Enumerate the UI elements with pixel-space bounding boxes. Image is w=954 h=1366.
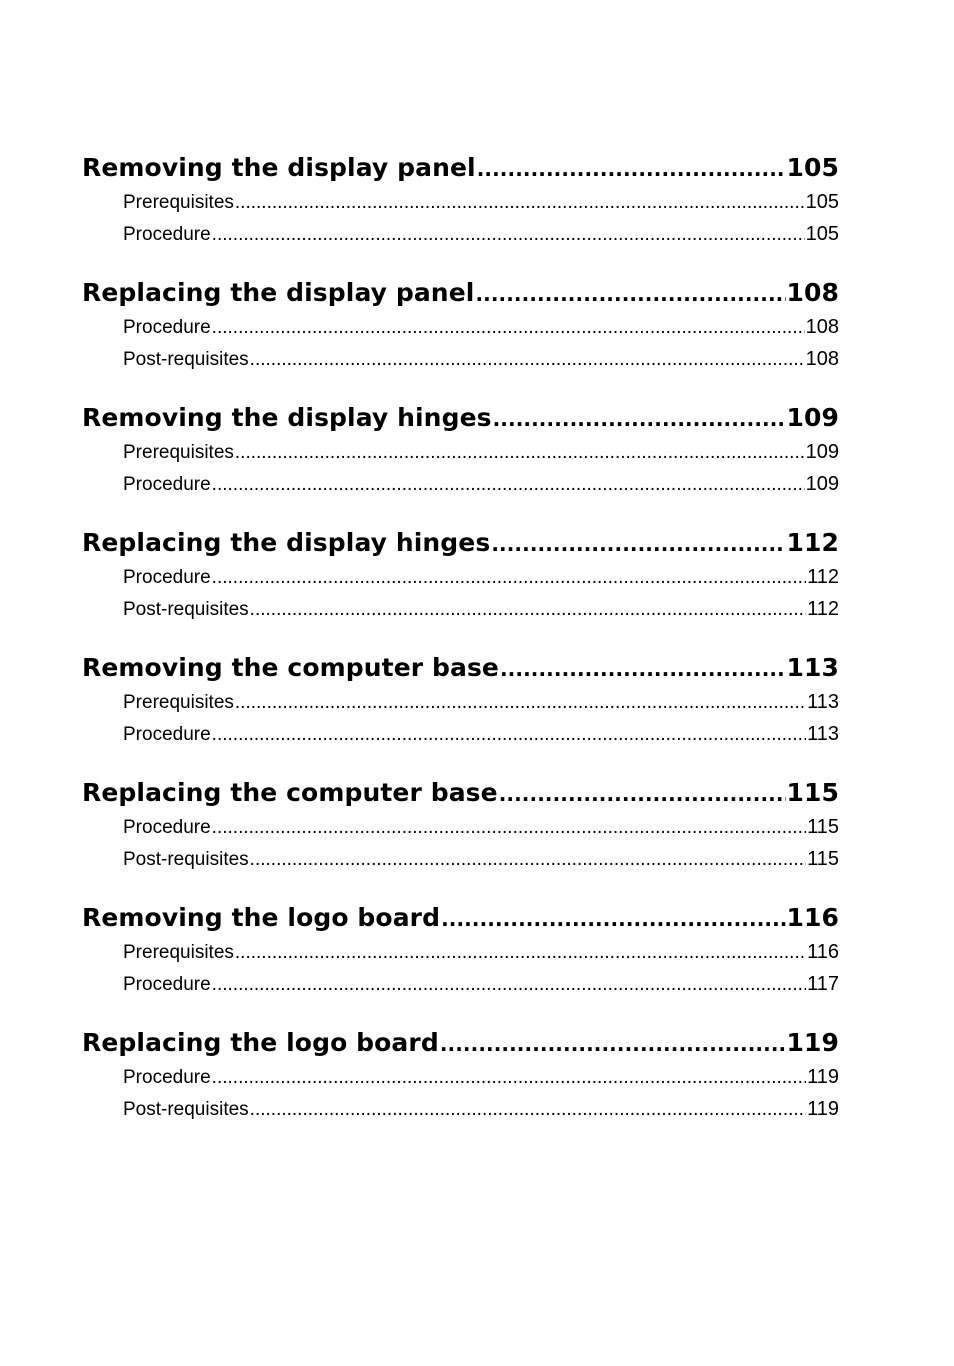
toc-section: [82, 525, 839, 625]
dot-leader: [212, 562, 806, 594]
dot-leader: [212, 1062, 806, 1094]
toc-heading-entry[interactable]: [82, 525, 839, 561]
dot-leader: [250, 344, 805, 376]
toc-subentry-label: Post-requisites: [123, 849, 249, 870]
toc-subentry[interactable]: [82, 1093, 839, 1125]
toc-subentry-page-number: 119: [807, 1066, 839, 1088]
toc-heading-page-number: 112: [786, 528, 839, 557]
toc-subentry-label: Procedure: [123, 567, 211, 588]
toc-subentry-label: Procedure: [123, 817, 211, 838]
dot-leader: [212, 219, 805, 251]
toc-subentry-page-number: 117: [807, 973, 839, 995]
dot-leader: [491, 526, 785, 562]
toc-subentry-page-number: 108: [805, 316, 839, 338]
toc-subentry-label: Prerequisites: [123, 692, 234, 713]
toc-heading-entry[interactable]: [82, 1025, 839, 1061]
toc-subentry[interactable]: [82, 686, 839, 718]
toc-subentry-label: Prerequisites: [123, 192, 234, 213]
toc-subentry[interactable]: [82, 1061, 839, 1093]
toc-subentry-page-number: 113: [807, 691, 839, 713]
toc-subentry[interactable]: [82, 218, 839, 250]
dot-leader: [250, 1094, 806, 1126]
toc-heading-entry[interactable]: [82, 775, 839, 811]
toc-subentry-page-number: 115: [807, 816, 839, 838]
dot-leader: [441, 901, 785, 937]
toc-subentry-page-number: 116: [807, 941, 839, 963]
toc-heading-title: Replacing the computer base: [82, 778, 498, 807]
toc-subentry[interactable]: [82, 843, 839, 875]
toc-subentry-label: Prerequisites: [123, 442, 234, 463]
toc-section: [82, 650, 839, 750]
toc-heading-entry[interactable]: [82, 900, 839, 936]
toc-subentry[interactable]: [82, 343, 839, 375]
toc-subentry-label: Post-requisites: [123, 599, 249, 620]
dot-leader: [440, 1026, 786, 1062]
dot-leader: [235, 687, 806, 719]
toc-subentry-label: Procedure: [123, 724, 211, 745]
toc-section: [82, 400, 839, 500]
toc-heading-title: Removing the display panel: [82, 153, 476, 182]
dot-leader: [212, 469, 805, 501]
dot-leader: [212, 719, 806, 751]
toc-subentry-page-number: 113: [807, 723, 839, 745]
toc-heading-title: Removing the logo board: [82, 903, 441, 932]
toc-subentry-label: Procedure: [123, 1067, 211, 1088]
dot-leader: [212, 812, 806, 844]
dot-leader: [250, 594, 806, 626]
dot-leader: [235, 187, 805, 219]
toc-heading-page-number: 105: [786, 153, 839, 182]
toc-subentry-page-number: 105: [805, 191, 839, 213]
toc-subentry[interactable]: [82, 811, 839, 843]
toc-heading-page-number: 115: [786, 778, 839, 807]
toc-heading-title: Replacing the display panel: [82, 278, 475, 307]
toc-subentry-page-number: 108: [805, 348, 839, 370]
toc-subentry[interactable]: [82, 561, 839, 593]
toc-section: [82, 775, 839, 875]
toc-subentry[interactable]: [82, 468, 839, 500]
table-of-contents: [82, 150, 839, 1150]
dot-leader: [500, 651, 786, 687]
toc-heading-entry[interactable]: [82, 150, 839, 186]
toc-heading-title: Replacing the logo board: [82, 1028, 439, 1057]
toc-heading-page-number: 113: [786, 653, 839, 682]
toc-subentry-label: Procedure: [123, 974, 211, 995]
toc-subentry-label: Procedure: [123, 224, 211, 245]
toc-subentry-label: Procedure: [123, 474, 211, 495]
dot-leader: [250, 844, 806, 876]
toc-subentry-page-number: 105: [805, 223, 839, 245]
dot-leader: [212, 312, 805, 344]
toc-subentry-label: Post-requisites: [123, 1099, 249, 1120]
dot-leader: [212, 969, 806, 1001]
toc-subentry[interactable]: [82, 186, 839, 218]
dot-leader: [475, 276, 785, 312]
toc-subentry-page-number: 112: [807, 566, 839, 588]
toc-section: [82, 1025, 839, 1125]
toc-subentry[interactable]: [82, 968, 839, 1000]
toc-heading-page-number: 109: [786, 403, 839, 432]
toc-heading-entry[interactable]: [82, 275, 839, 311]
toc-heading-page-number: 108: [786, 278, 839, 307]
toc-subentry[interactable]: [82, 311, 839, 343]
toc-subentry-page-number: 112: [807, 598, 839, 620]
toc-section: [82, 275, 839, 375]
toc-heading-page-number: 116: [786, 903, 839, 932]
toc-heading-page-number: 119: [786, 1028, 839, 1057]
toc-heading-entry[interactable]: [82, 650, 839, 686]
dot-leader: [477, 151, 786, 187]
toc-subentry-page-number: 109: [805, 473, 839, 495]
dot-leader: [235, 437, 805, 469]
toc-heading-entry[interactable]: [82, 400, 839, 436]
toc-heading-title: Removing the display hinges: [82, 403, 492, 432]
toc-subentry[interactable]: [82, 593, 839, 625]
dot-leader: [499, 776, 786, 812]
toc-subentry-label: Procedure: [123, 317, 211, 338]
toc-section: [82, 150, 839, 250]
toc-heading-title: Removing the computer base: [82, 653, 499, 682]
toc-subentry-page-number: 115: [807, 848, 839, 870]
toc-subentry-page-number: 109: [805, 441, 839, 463]
toc-subentry-page-number: 119: [807, 1098, 839, 1120]
dot-leader: [493, 401, 786, 437]
toc-heading-title: Replacing the display hinges: [82, 528, 491, 557]
dot-leader: [235, 937, 806, 969]
toc-subentry[interactable]: [82, 718, 839, 750]
toc-subentry-label: Prerequisites: [123, 942, 234, 963]
toc-subentry[interactable]: [82, 436, 839, 468]
toc-subentry-label: Post-requisites: [123, 349, 249, 370]
toc-subentry[interactable]: [82, 936, 839, 968]
toc-section: [82, 900, 839, 1000]
